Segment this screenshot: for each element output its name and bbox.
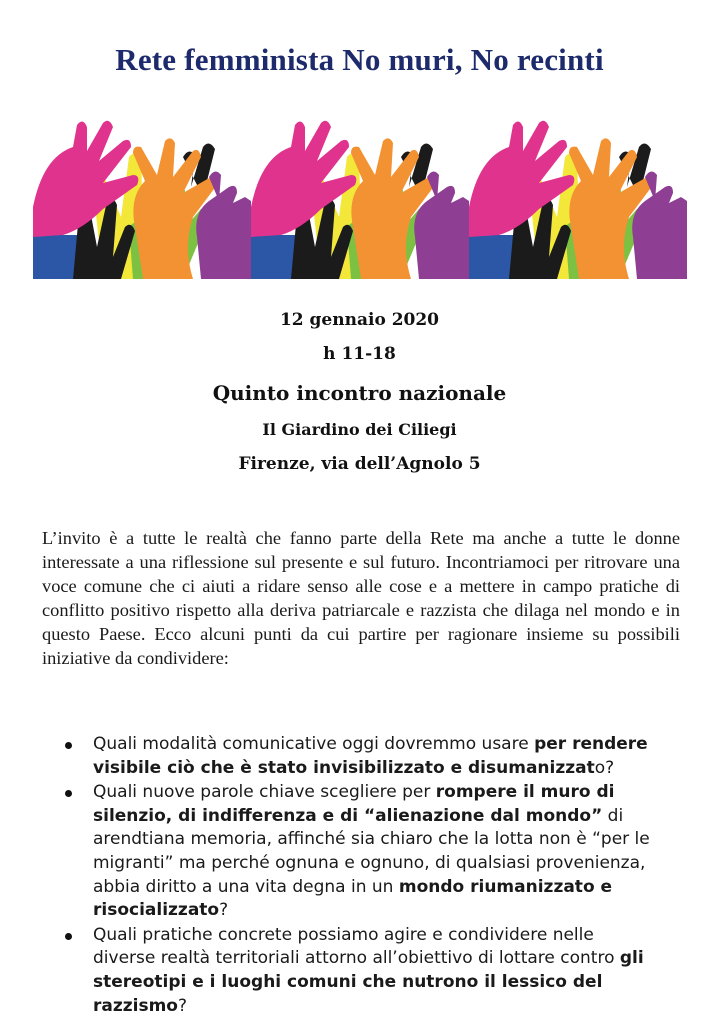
questions-list — [60, 733, 660, 1019]
list-item: Quali nuove parole chiave scegliere per rompere il muro di silenzio, di indifferenza e di “alienazione dal mondo” di arendtiana memoria, affinché sia chiaro che la lotta non è “per le migranti” ma perché ognuna e ognuno, di qualsiasi provenienza, abbia diritto a una vita degna in un mondo riumanizzato e risocializzato? — [60, 781, 660, 923]
list-item: Quali pratiche concrete possiamo agire e condividere nelle diverse realtà territoriali attorno all’obiettivo di lottare contro gli stereotipi e i luoghi comuni che nutrono il lessico del razzismo? — [60, 924, 660, 1018]
bullet-icon — [65, 933, 72, 940]
bullet-icon — [65, 790, 72, 797]
list-item: Quali modalità comunicative oggi dovremmo usare per rendere visibile ciò che è stato invisibilizzato e disumanizzato? — [60, 733, 660, 780]
bullet-icon — [65, 742, 72, 749]
intro-paragraph: L’invito è a tutte le realtà che fanno parte della Rete ma anche a tutte le donne interessate a una riflessione sul presente e sul futuro. Incontriamoci per ritrovare una voce comune che ci aiuti a ridare senso alle cose e a mettere in campo pratiche di conflitto positivo rispetto alla deriva patriarcale e razzista che dilaga nel mondo e in questo Paese. Ecco alcuni punti da cui partire per ragionare insieme su possibili iniziative da condividere: — [42, 528, 680, 668]
event-headline: Quinto incontro nazionale — [212, 381, 507, 405]
event-date: 12 gennaio 2020 — [279, 310, 440, 330]
page-title: Rete femminista No muri, No recinti — [115, 42, 604, 77]
colorful-raised-hands-image — [33, 117, 687, 279]
event-time: h 11-18 — [323, 344, 396, 364]
hands-banner — [33, 117, 687, 279]
event-venue: Il Giardino dei Ciliegi — [262, 420, 457, 439]
event-address: Firenze, via dell’Agnolo 5 — [238, 454, 481, 474]
